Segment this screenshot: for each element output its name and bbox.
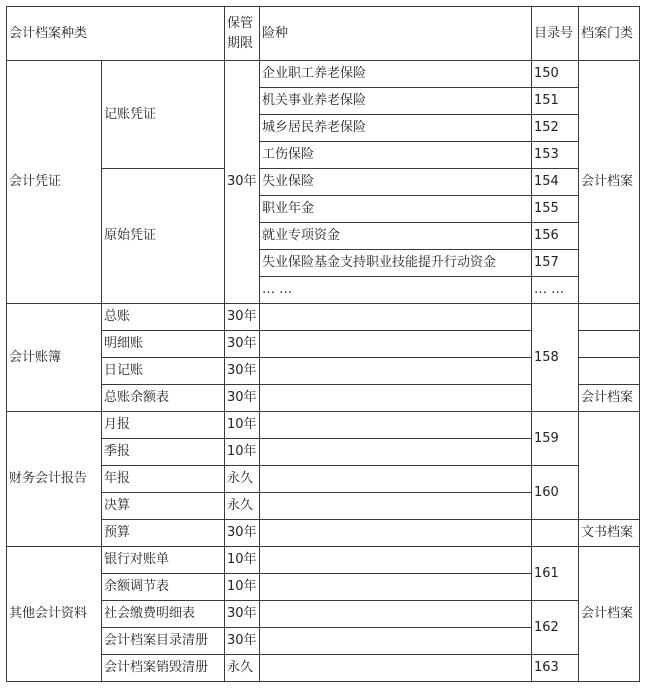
archive-class-empty [579,412,640,520]
item-retention: 30年 [225,601,260,628]
item-name: 余额调节表 [102,574,225,601]
group-reports: 财务会计报告 [7,412,102,547]
table-row [7,601,640,628]
header-category: 会计档案种类 [7,7,225,61]
item-retention: 30年 [225,628,260,655]
insurance-name: 企业职工养老保险 [260,61,532,88]
table-row [7,547,640,574]
insurance-name: … … [260,277,532,304]
item-retention: 30年 [225,520,260,547]
catalog-no: 152 [532,115,579,142]
catalog-no: 151 [532,88,579,115]
catalog-no: 161 [532,547,579,601]
header-insurance: 险种 [260,7,532,61]
item-archive-class: 文书档案 [579,520,640,547]
item-name: 日记账 [102,358,225,385]
insurance-empty [260,466,532,493]
insurance-empty [260,655,532,682]
archive-table [6,6,640,682]
catalog-no: 154 [532,169,579,196]
header-row [7,7,640,61]
insurance-empty [260,304,532,331]
item-name: 会计档案目录清册 [102,628,225,655]
vouchers-retention: 30年 [225,61,260,304]
item-retention: 30年 [225,358,260,385]
insurance-empty [260,628,532,655]
original-voucher: 原始凭证 [102,169,225,304]
group-ledgers: 会计账簿 [7,304,102,412]
catalog-empty [532,520,579,547]
catalog-no: 156 [532,223,579,250]
item-name: 社会缴费明细表 [102,601,225,628]
item-name: 预算 [102,520,225,547]
item-retention: 10年 [225,547,260,574]
others-archive-class: 会计档案 [579,547,640,682]
insurance-empty [260,358,532,385]
header-archive-class: 档案门类 [579,7,640,61]
insurance-name: 城乡居民养老保险 [260,115,532,142]
item-name: 月报 [102,412,225,439]
archive-class-empty [579,304,640,331]
item-retention: 30年 [225,385,260,412]
item-retention: 10年 [225,439,260,466]
insurance-empty [260,385,532,412]
item-name: 年报 [102,466,225,493]
insurance-empty [260,574,532,601]
catalog-no: 163 [532,655,579,682]
insurance-empty [260,412,532,439]
archive-class-empty [579,331,640,358]
insurance-name: 失业保险基金支持职业技能提升行动资金 [260,250,532,277]
item-retention: 30年 [225,331,260,358]
catalog-no: 157 [532,250,579,277]
item-retention: 永久 [225,466,260,493]
table-row [7,169,640,196]
table-row [7,304,640,331]
table-row [7,61,640,88]
insurance-empty [260,493,532,520]
bookkeeping-voucher: 记账凭证 [102,61,225,169]
item-name: 决算 [102,493,225,520]
table-row [7,466,640,493]
insurance-name: 失业保险 [260,169,532,196]
catalog-no: 160 [532,466,579,520]
item-archive-class: 会计档案 [579,385,640,412]
item-retention: 永久 [225,655,260,682]
catalog-no: 155 [532,196,579,223]
catalog-no: 158 [532,304,579,412]
group-others: 其他会计资料 [7,547,102,682]
item-name: 总账余额表 [102,385,225,412]
item-retention: 永久 [225,493,260,520]
table-row [7,412,640,439]
item-name: 明细账 [102,331,225,358]
table-row [7,655,640,682]
insurance-name: 职业年金 [260,196,532,223]
insurance-name: 工伤保险 [260,142,532,169]
item-retention: 10年 [225,574,260,601]
insurance-empty [260,520,532,547]
header-catalog: 目录号 [532,7,579,61]
insurance-empty [260,331,532,358]
table-row [7,520,640,547]
insurance-empty [260,439,532,466]
item-name: 总账 [102,304,225,331]
catalog-no: 162 [532,601,579,655]
insurance-name: 机关事业养老保险 [260,88,532,115]
catalog-no: … … [532,277,579,304]
item-retention: 30年 [225,304,260,331]
group-vouchers: 会计凭证 [7,61,102,304]
catalog-no: 159 [532,412,579,466]
vouchers-archive-class: 会计档案 [579,61,640,304]
item-name: 季报 [102,439,225,466]
item-name: 会计档案销毁清册 [102,655,225,682]
insurance-empty [260,601,532,628]
insurance-name: 就业专项资金 [260,223,532,250]
catalog-no: 150 [532,61,579,88]
insurance-empty [260,547,532,574]
item-retention: 10年 [225,412,260,439]
catalog-no: 153 [532,142,579,169]
item-name: 银行对账单 [102,547,225,574]
archive-class-empty [579,358,640,385]
header-retention: 保管期限 [225,7,260,61]
